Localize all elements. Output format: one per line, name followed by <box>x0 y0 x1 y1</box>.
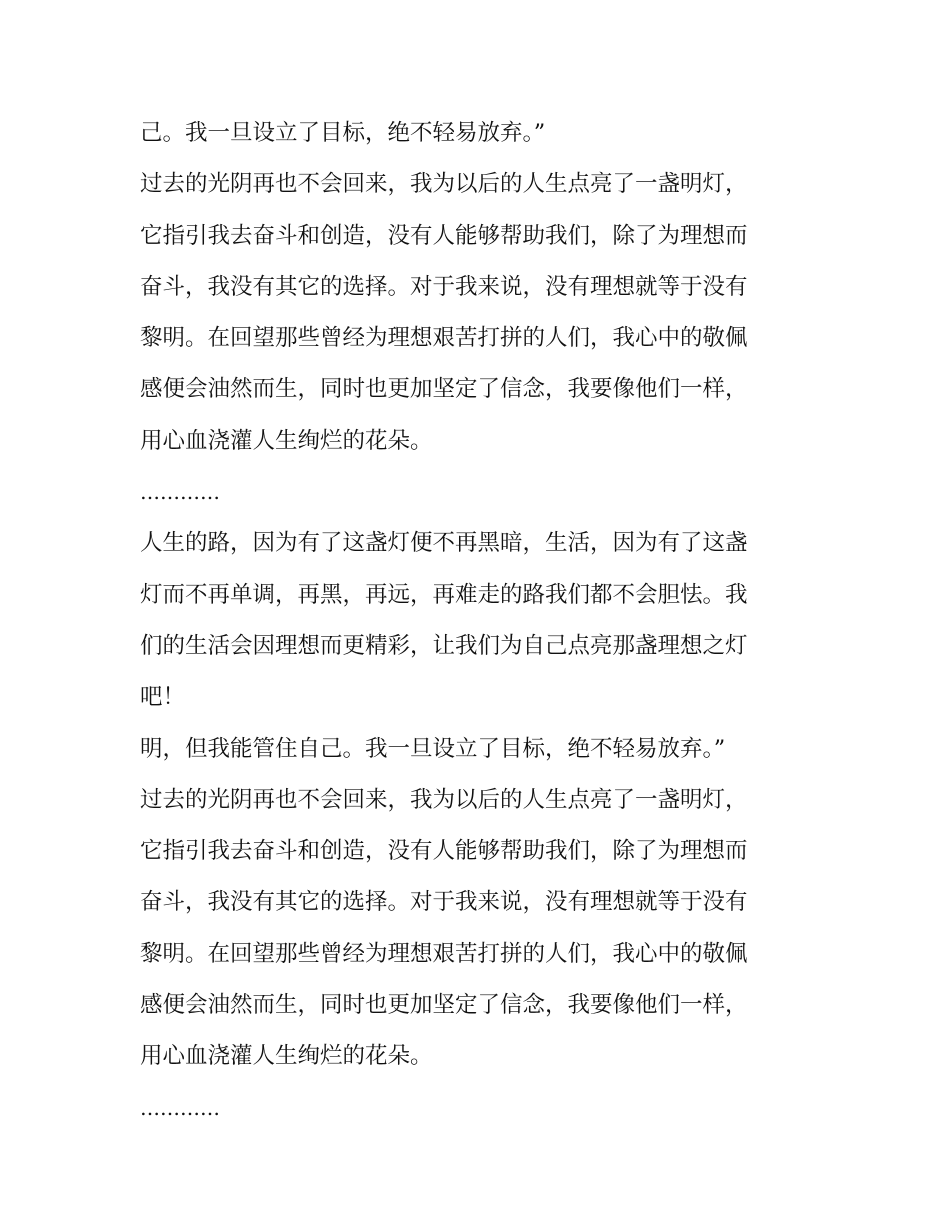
text-line: 用心血浇灌人生绚烂的花朵。 <box>140 427 433 454</box>
text-line: 黎明。在回望那些曾经为理想艰苦打拼的人们，我心中的敬佩 <box>140 325 748 352</box>
text-line: 明，但我能管住自己。我一旦设立了目标，绝不轻易放弃。” <box>140 735 726 762</box>
text-line: 黎明。在回望那些曾经为理想艰苦打拼的人们，我心中的敬佩 <box>140 940 748 967</box>
text-line: 过去的光阴再也不会回来，我为以后的人生点亮了一盏明灯， <box>140 786 748 813</box>
text-line: 吧！ <box>140 684 186 711</box>
text-line: 奋斗，我没有其它的选择。对于我来说，没有理想就等于没有 <box>140 889 748 916</box>
text-line: 过去的光阴再也不会回来，我为以后的人生点亮了一盏明灯， <box>140 171 748 198</box>
ellipsis-separator: ………… <box>140 1095 220 1120</box>
text-line: 灯而不再单调，再黑，再远，再难走的路我们都不会胆怯。我 <box>140 581 748 608</box>
text-line: 感便会油然而生，同时也更加坚定了信念，我要像他们一样， <box>140 992 748 1019</box>
text-line: 感便会油然而生，同时也更加坚定了信念，我要像他们一样， <box>140 376 748 403</box>
text-line: 它指引我去奋斗和创造，没有人能够帮助我们，除了为理想而 <box>140 222 748 249</box>
text-line: 们的生活会因理想而更精彩，让我们为自己点亮那盏理想之灯 <box>140 632 748 659</box>
text-line: 用心血浇灌人生绚烂的花朵。 <box>140 1043 433 1070</box>
text-line: 奋斗，我没有其它的选择。对于我来说，没有理想就等于没有 <box>140 273 748 300</box>
text-line: 己。我一旦设立了目标，绝不轻易放弃。” <box>140 120 546 146</box>
body-text <box>140 108 830 1134</box>
ellipsis-separator: ………… <box>140 480 220 505</box>
text-line: 它指引我去奋斗和创造，没有人能够帮助我们，除了为理想而 <box>140 838 748 865</box>
text-line: 人生的路，因为有了这盏灯便不再黑暗，生活，因为有了这盏 <box>140 530 748 557</box>
